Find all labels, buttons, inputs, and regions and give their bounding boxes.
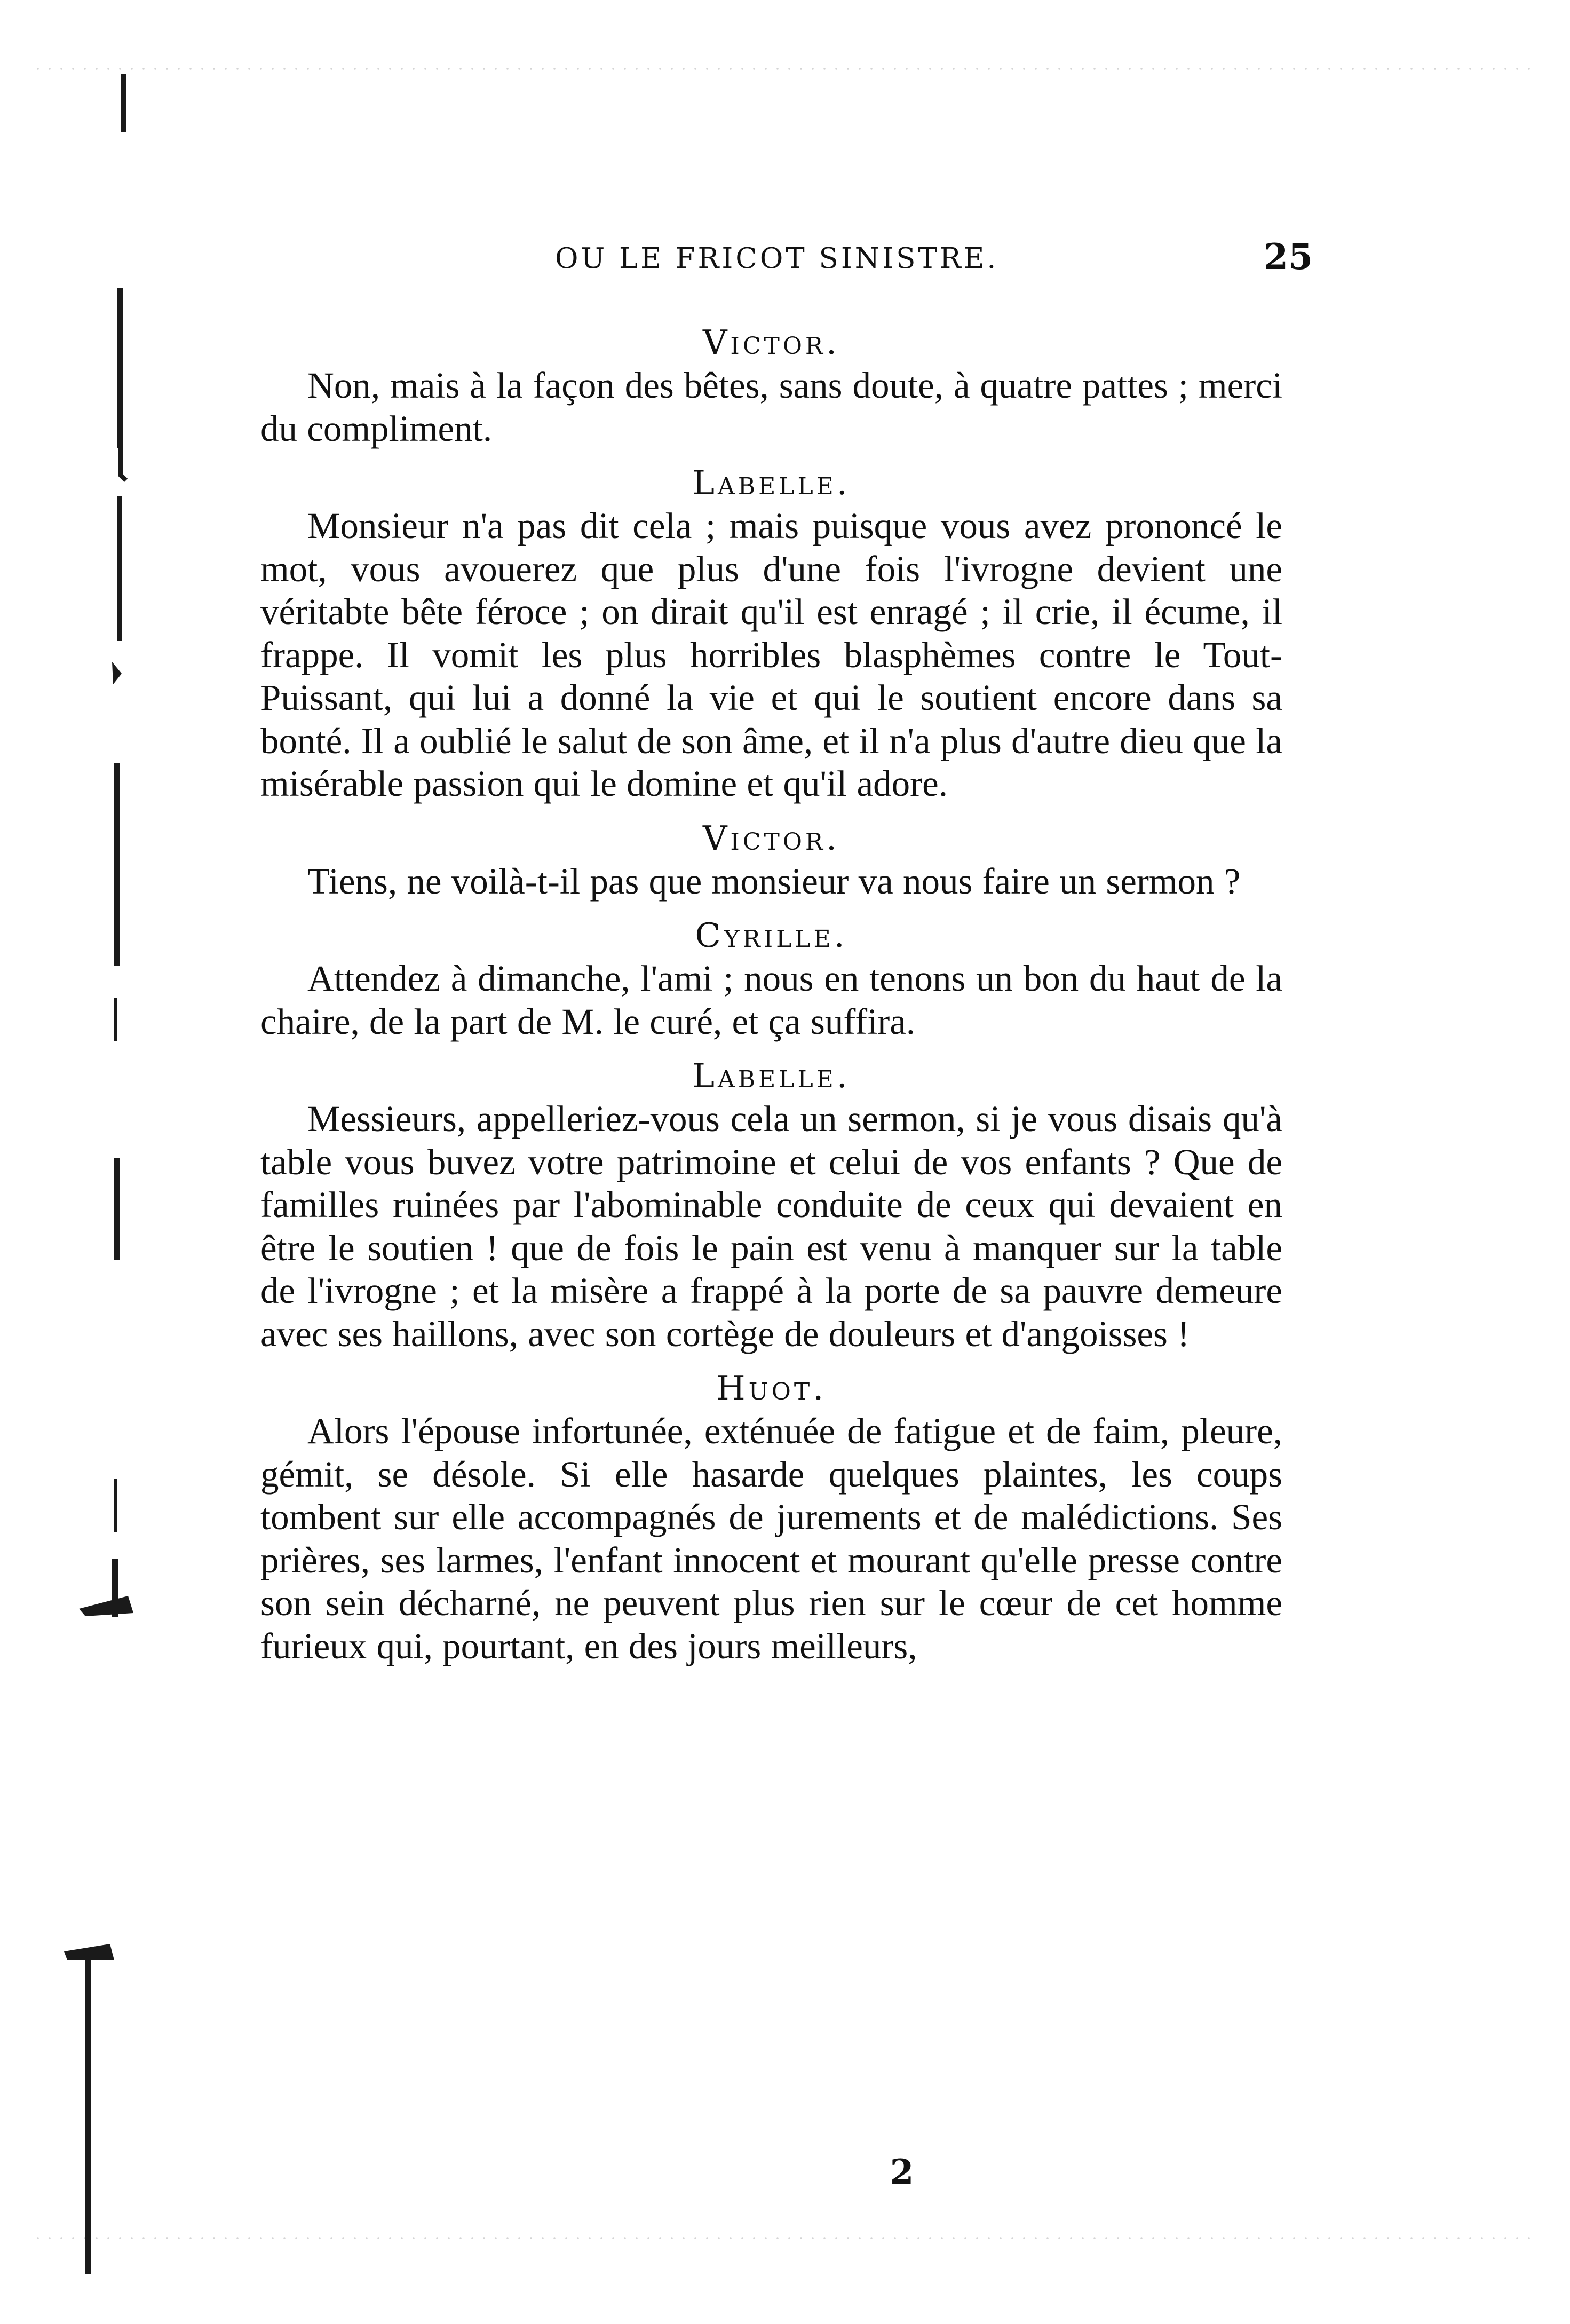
scan-dots-top [32, 67, 1537, 70]
speaker-name: Labelle. [692, 1056, 851, 1095]
speaker-name: Victor. [702, 323, 840, 362]
signature-mark: 2 [890, 2152, 914, 2192]
speech-paragraph: Alors l'épouse infortunée, exténuée de fatigue et de faim, pleure, gémit, se désole. Si elle hasarde quelques plaintes, les coups tombent sur elle accompagnés de jurements et de malédictions. Ses prières, ses larmes, l'enfant innocent et mourant qu'elle presse contre son sein décharné, ne peuvent plus rien sur le cœur de cet homme furieux qui, pourtant, en des jours meilleurs, [260, 1411, 1282, 1666]
speech-paragraph: Non, mais à la façon des bêtes, sans doute, à quatre pattes ; merci du compliment. [260, 365, 1282, 449]
running-title: OU LE FRICOT SINISTRE. [555, 242, 999, 275]
speaker-name: Huot. [716, 1369, 827, 1408]
speaker-name: Labelle. [692, 463, 851, 502]
speech-paragraph: Tiens, ne voilà-t-il pas que monsieur va nous faire un sermon ? [307, 860, 1241, 902]
running-header [555, 242, 1302, 285]
speech-paragraph: Attendez à dimanche, l'ami ; nous en tenons un bon du haut de la chaire, de la part de M. le curé, et ça suffira. [260, 958, 1282, 1042]
scan-dots-bottom [32, 2236, 1537, 2240]
page-number: 25 [1264, 236, 1313, 278]
dialogue-text [260, 319, 1282, 1679]
speaker-name: Cyrille. [695, 916, 848, 955]
binding-edge-marks [0, 0, 171, 2324]
speaker-name: Victor. [702, 818, 840, 858]
speech-paragraph: Monsieur n'a pas dit cela ; mais puisque vous avez prononcé le mot, vous avouerez que plus d'une fois l'ivrogne devient une véritabte bête féroce ; on dirait qu'il est enragé ; il crie, il écume, il frappe. Il vomit les plus horribles blasphèmes contre le Tout-Puissant, qui lui a donné la vie et qui le soutient encore dans sa bonté. Il a oublié le salut de son âme, et il n'a plus d'autre dieu que la misérable passion qui le domine et qu'il adore. [260, 505, 1282, 804]
speech-paragraph: Messieurs, appelleriez-vous cela un sermon, si je vous disais qu'à table vous buvez votre patrimoine et celui de vos enfants ? Que de familles ruinées par l'abominable conduite de ceux qui devaient en être le soutien ! que de fois le pain est venu à manquer sur la table de l'ivrogne ; et la misère a frappé à la porte de sa pauvre demeure avec ses haillons, avec son cortège de douleurs et d'angoisses ! [260, 1098, 1282, 1354]
